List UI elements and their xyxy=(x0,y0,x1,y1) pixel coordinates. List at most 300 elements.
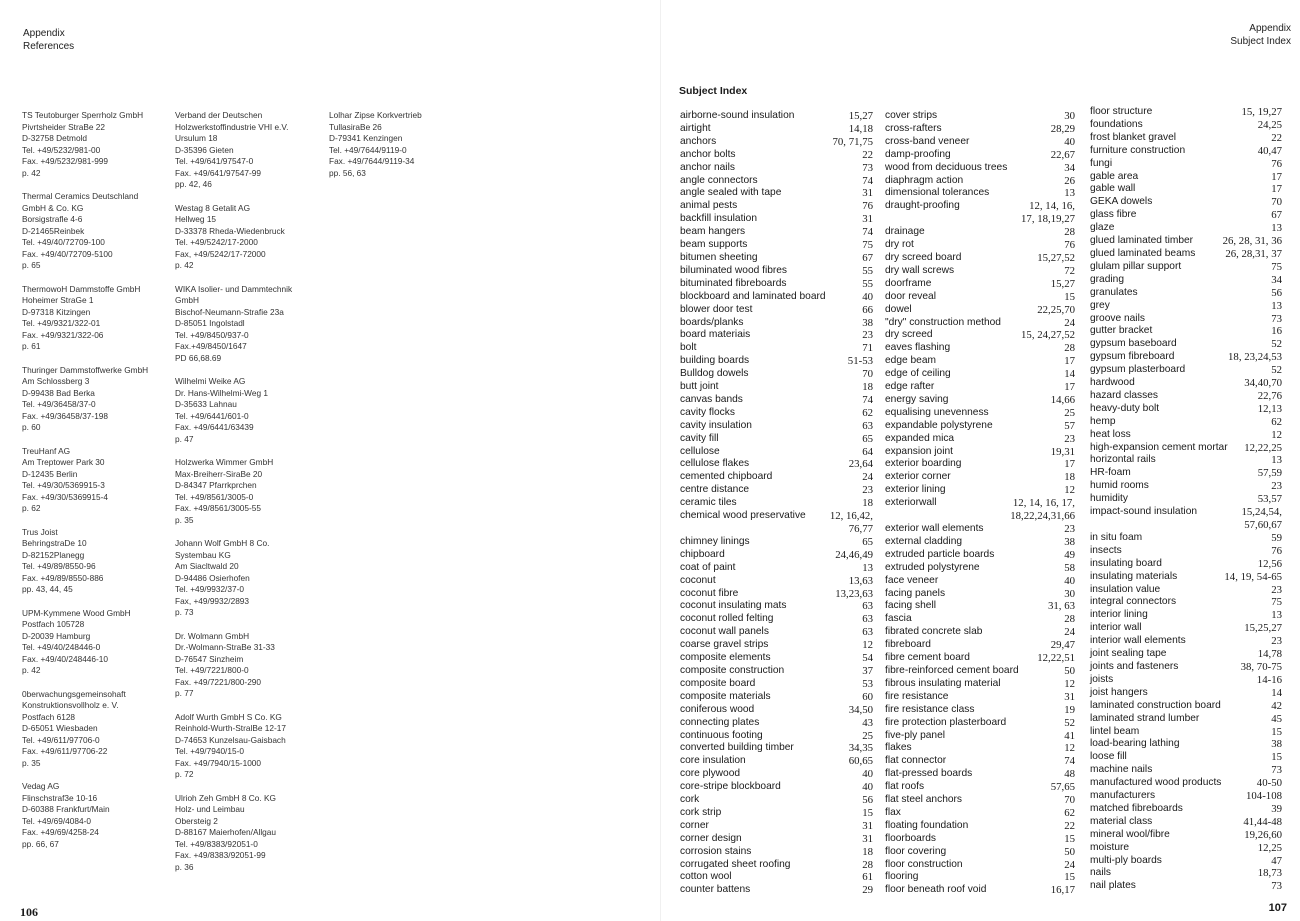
reference-line: Holz- und Leimbau xyxy=(175,804,245,814)
index-entry xyxy=(885,136,1075,149)
company-name: 0berwachungsgemeinsohaft xyxy=(22,688,126,699)
index-page-refs: 75 xyxy=(862,239,873,252)
index-page-refs: 12,56 xyxy=(1257,557,1282,570)
index-term: core plywood xyxy=(680,768,741,780)
reference-entry xyxy=(175,712,325,781)
index-entry xyxy=(1090,338,1282,351)
index-entry xyxy=(1090,790,1282,803)
reference-line: Fax. +49/40/72709-5100 xyxy=(22,248,113,259)
index-term: composite construction xyxy=(680,664,785,676)
index-page-refs: 55 xyxy=(862,264,873,277)
index-page-refs: 12,13 xyxy=(1257,402,1282,415)
index-entry xyxy=(885,458,1075,471)
index-entry xyxy=(680,355,873,368)
index-term: fungi xyxy=(1090,157,1113,169)
index-term: fire protection plasterboard xyxy=(885,716,1007,728)
index-page-refs: 24,46,49 xyxy=(835,548,873,561)
index-entry xyxy=(680,265,873,278)
index-term: coat of paint xyxy=(680,561,736,573)
index-entry xyxy=(1090,235,1282,248)
reference-line: Tel. +49/611/97706-0 xyxy=(22,734,100,745)
index-term: fibre-reinforced cement board xyxy=(885,664,1019,676)
reference-line: p. 61 xyxy=(22,341,41,351)
index-term: cork xyxy=(680,794,700,806)
index-page-refs: 22 xyxy=(1064,819,1075,832)
reference-entry xyxy=(175,203,325,272)
index-entry xyxy=(680,884,873,897)
index-page-refs: 74 xyxy=(862,393,873,406)
index-page-refs: 34,35 xyxy=(848,742,873,755)
reference-entry xyxy=(22,781,172,850)
index-term: coconut fibre xyxy=(680,587,739,599)
reference-line: Tel. +49/30/5369915-3 xyxy=(22,480,105,490)
index-entry xyxy=(1090,558,1282,571)
index-entry xyxy=(885,523,1075,536)
index-entry xyxy=(1090,209,1282,222)
index-entry xyxy=(680,407,873,420)
index-term: continuous footing xyxy=(680,729,763,741)
index-entry xyxy=(680,123,873,136)
index-page-refs: 15,27 xyxy=(1050,277,1075,290)
reference-line: pp. 56, 63 xyxy=(329,167,366,178)
index-entry xyxy=(680,871,873,884)
index-page-refs: 40 xyxy=(862,768,873,781)
references-column-2 xyxy=(175,110,325,885)
index-entry xyxy=(680,730,873,743)
index-page-refs: 76 xyxy=(862,200,873,213)
reference-entry xyxy=(175,457,325,526)
index-term: lintel beam xyxy=(1090,725,1140,737)
index-term: cork strip xyxy=(680,806,722,818)
reference-line: Fax. +49/40/248446-10 xyxy=(22,653,109,664)
reference-line: Fax. +49/641/97547-99 xyxy=(175,167,262,178)
index-entry xyxy=(680,136,873,149)
index-term: high-expansion cement mortar xyxy=(1090,441,1228,453)
reference-line: Konstruktionsvollholz e. V. xyxy=(22,700,119,710)
reference-line: Fax. +49/30/5369915-4 xyxy=(22,491,109,502)
page-number-right: 107 xyxy=(1268,902,1287,914)
index-term: energy saving xyxy=(885,393,949,405)
reference-line: Tel. +49/89/8550-96 xyxy=(22,561,96,571)
index-term: floor beneath roof void xyxy=(885,884,987,896)
index-page-refs: 24 xyxy=(1064,858,1075,871)
index-page-refs: 14, 19, 54-65 xyxy=(1224,570,1282,583)
reference-line: GmbH xyxy=(175,295,199,305)
index-term: manufactured wood products xyxy=(1090,777,1222,789)
index-entry xyxy=(885,278,1075,291)
index-page-refs: 18 xyxy=(862,381,873,394)
index-term: ceramic tiles xyxy=(680,497,737,509)
index-term: backfill insulation xyxy=(680,213,758,225)
header-line: Appendix xyxy=(23,28,65,39)
index-term: chemical wood preservative xyxy=(680,510,806,522)
reference-line: TullasiraBe 26 xyxy=(329,121,382,132)
index-term: beam hangers xyxy=(680,226,746,238)
index-term: corrosion stains xyxy=(680,845,752,857)
index-entry xyxy=(885,239,1075,252)
index-term: exterior lining xyxy=(885,484,946,496)
reference-line: pp. 43, 44, 45 xyxy=(22,584,73,594)
index-term: chipboard xyxy=(680,548,725,560)
index-term: interior wall elements xyxy=(1090,635,1186,647)
company-name: Wilhelmi Weike AG xyxy=(175,376,246,386)
reference-line: Tel. +49/9932/37-0 xyxy=(175,584,244,594)
index-page-refs: 75 xyxy=(1271,260,1282,273)
reference-line: pp. 42, 46 xyxy=(175,179,212,189)
index-page-refs: 15,27,52 xyxy=(1037,251,1075,264)
index-page-refs: 26, 28,31, 37 xyxy=(1225,247,1282,260)
index-term: face veneer xyxy=(885,574,939,586)
index-term: loose fill xyxy=(1090,751,1127,763)
subject-index-title: Subject Index xyxy=(679,85,748,97)
index-term: flakes xyxy=(885,742,912,754)
index-page-refs: 13,23,63 xyxy=(835,587,873,600)
index-page-refs: 40 xyxy=(862,290,873,303)
index-entry xyxy=(680,833,873,846)
index-page-refs: 29,47 xyxy=(1050,639,1075,652)
reference-entry xyxy=(22,689,172,770)
index-page-refs: 13 xyxy=(862,561,873,574)
index-page-refs: 43 xyxy=(862,716,873,729)
reference-line: D-97318 Kitzingen xyxy=(22,306,91,317)
index-page-refs: 34 xyxy=(1064,161,1075,174)
reference-line: D-88167 Maierhofen/Allgau xyxy=(175,827,277,837)
index-entry xyxy=(680,213,873,226)
index-term: dry wall screws xyxy=(885,264,955,276)
reference-line: p. 36 xyxy=(175,861,194,872)
index-entry xyxy=(885,381,1075,394)
index-page-refs: 22 xyxy=(862,148,873,161)
index-term: cavity flocks xyxy=(680,406,735,418)
reference-line: p. 42 xyxy=(22,665,41,675)
reference-line: Tel. +49/7644/9119-0 xyxy=(329,144,407,155)
index-page-refs: 34,40,70 xyxy=(1244,377,1282,390)
index-term: integral connectors xyxy=(1090,596,1177,608)
index-entry xyxy=(680,329,873,342)
index-term: GEKA dowels xyxy=(1090,196,1153,208)
index-page-refs: 31, 63 xyxy=(1048,600,1075,613)
index-entry xyxy=(1090,545,1282,558)
index-term: exterior boarding xyxy=(885,458,962,470)
reference-line: D-85051 Ingolstadl xyxy=(175,318,245,328)
index-page-refs: 14-16 xyxy=(1256,673,1282,686)
index-page-refs: 63 xyxy=(862,613,873,626)
index-term: nail plates xyxy=(1090,880,1136,892)
index-page-refs: 73 xyxy=(1271,764,1282,777)
index-term: gypsum fibreboard xyxy=(1090,351,1175,363)
index-page-refs: 14 xyxy=(1271,686,1282,699)
index-page-refs: 40 xyxy=(1064,574,1075,587)
index-page-refs: 62 xyxy=(862,406,873,419)
index-term: insects xyxy=(1090,544,1122,556)
index-term: counter battens xyxy=(680,884,751,896)
index-entry xyxy=(680,368,873,381)
index-term: hemp xyxy=(1090,415,1116,427)
reference-entry xyxy=(175,284,325,365)
index-term: floor structure xyxy=(1090,106,1153,117)
reference-line: D-94486 Osierhofen xyxy=(175,572,250,583)
company-name: Holzwerka Wimmer GmbH xyxy=(175,457,274,467)
index-page-refs: 39 xyxy=(1271,802,1282,815)
index-page-refs: 12 xyxy=(1064,742,1075,755)
index-term: expanded mica xyxy=(885,432,955,444)
company-name: Adolf Wurth GmbH S Co. KG xyxy=(175,711,282,722)
index-entry xyxy=(680,484,873,497)
header-line: References xyxy=(23,41,75,52)
index-page-refs: 70 xyxy=(862,368,873,381)
index-entry xyxy=(885,252,1075,265)
index-entry xyxy=(680,781,873,794)
index-page-refs: 12 xyxy=(1064,677,1075,690)
index-term: heat loss xyxy=(1090,428,1131,440)
index-term: horizontal rails xyxy=(1090,454,1156,466)
index-term: gable wall xyxy=(1090,183,1136,195)
index-term: composite materials xyxy=(680,690,771,702)
reference-line: p. 77 xyxy=(175,688,194,698)
index-entry xyxy=(885,187,1075,200)
index-entry xyxy=(680,846,873,859)
reference-entry xyxy=(175,376,325,445)
index-term: flat roofs xyxy=(885,781,925,793)
index-term: diaphragm action xyxy=(885,174,964,186)
company-name: Johann Wolf GmbH 8 Co. xyxy=(175,538,270,548)
index-term: connecting plates xyxy=(680,716,760,728)
index-page-refs: 18 xyxy=(862,845,873,858)
index-term: flax xyxy=(885,806,901,818)
reference-entry xyxy=(22,110,172,179)
reference-line: D-21465Reinbek xyxy=(22,225,85,236)
reference-line: Tel. +49/8450/937-0 xyxy=(175,329,249,340)
index-entry xyxy=(680,291,873,304)
index-term: anchors xyxy=(680,135,717,147)
reference-line: Dr. Hans-Wilhelmi-Weg 1 xyxy=(175,387,268,398)
index-entry xyxy=(680,226,873,239)
index-term: centre distance xyxy=(680,484,750,496)
index-entry xyxy=(680,859,873,872)
reference-line: Fax. +49/6441/63439 xyxy=(175,422,254,432)
index-page-refs: 55 xyxy=(862,277,873,290)
index-term: composite elements xyxy=(680,652,771,664)
page-number-left: 106 xyxy=(20,905,38,919)
index-page-refs: 47 xyxy=(1271,854,1282,867)
index-term: edge rafter xyxy=(885,381,935,393)
index-page-refs: 66 xyxy=(862,303,873,316)
index-term: glued laminated beams xyxy=(1090,247,1196,259)
company-name: TS Teutoburger Sperrholz GmbH xyxy=(22,110,144,120)
index-page-refs: 62 xyxy=(1271,415,1282,428)
index-entry xyxy=(680,446,873,459)
index-page-refs: 52 xyxy=(1064,716,1075,729)
index-term: board materiais xyxy=(680,329,751,341)
reference-line: Dr.-Wolmann-StraBe 31-33 xyxy=(175,642,275,652)
reference-line: Fax, +49/5242/17-72000 xyxy=(175,248,266,259)
index-entry xyxy=(680,704,873,717)
reference-line: D-12435 Berlin xyxy=(22,468,78,479)
index-entry xyxy=(885,549,1075,562)
index-page-refs: 53,57 xyxy=(1257,493,1282,506)
index-term: cavity fill xyxy=(680,432,719,444)
reference-line: Tel. +49/69/4084-0 xyxy=(22,815,91,826)
index-term: cemented chipboard xyxy=(680,471,773,483)
index-entry xyxy=(1090,442,1282,455)
index-page-refs: 49 xyxy=(1064,548,1075,561)
index-page-refs: 74 xyxy=(1064,755,1075,768)
index-entry xyxy=(680,600,873,613)
index-term: material class xyxy=(1090,815,1153,827)
index-entry xyxy=(885,859,1075,872)
index-page-refs: 74 xyxy=(862,174,873,187)
index-entry xyxy=(680,162,873,175)
index-entry xyxy=(1090,196,1282,209)
index-term: joints and fasteners xyxy=(1090,660,1179,672)
index-page-refs: 17 xyxy=(1271,183,1282,196)
reference-line: Fax. +49/5232/981-999 xyxy=(22,156,109,166)
index-entry xyxy=(885,162,1075,175)
index-term: angle sealed with tape xyxy=(680,187,782,199)
index-term: Bulldog dowels xyxy=(680,368,749,380)
index-term: bitumen sheeting xyxy=(680,251,758,263)
index-entry xyxy=(1090,325,1282,338)
index-entry xyxy=(885,871,1075,884)
index-page-refs: 17 xyxy=(1064,355,1075,368)
index-entry xyxy=(680,536,873,549)
index-entry xyxy=(680,110,873,123)
index-term: glass fibre xyxy=(1090,209,1137,221)
index-term: bolt xyxy=(680,342,697,354)
reference-line: Am Treptower Park 30 xyxy=(22,457,105,467)
index-entry xyxy=(885,846,1075,859)
company-name: UPM-Kymmene Wood GmbH xyxy=(22,607,131,618)
index-entry xyxy=(680,317,873,330)
reference-line: Postfach 6128 xyxy=(22,711,76,722)
index-page-refs: 31 xyxy=(862,819,873,832)
index-page-refs: 71 xyxy=(862,342,873,355)
index-page-refs: 12, 14, 16, 17, 18,19,27 xyxy=(1021,200,1075,226)
index-entry xyxy=(885,200,1075,226)
index-page-refs: 12 xyxy=(862,639,873,652)
index-column-2 xyxy=(885,110,1075,897)
index-entry xyxy=(680,239,873,252)
index-term: biluminated wood fibres xyxy=(680,264,788,276)
index-entry xyxy=(1090,248,1282,261)
reference-line: D-20039 Hamburg xyxy=(22,630,91,641)
index-term: angle connectors xyxy=(680,174,758,186)
index-page-refs: 15 xyxy=(1064,290,1075,303)
index-page-refs: 31 xyxy=(862,187,873,200)
index-page-refs: 40,47 xyxy=(1257,144,1282,157)
index-entry xyxy=(885,420,1075,433)
reference-line: D-35633 Lahnau xyxy=(175,399,237,409)
reference-line: D-35396 Gieten xyxy=(175,144,234,155)
index-page-refs: 41,44-48 xyxy=(1243,815,1282,828)
index-entry xyxy=(885,639,1075,652)
reference-line: D-99438 Bad Berka xyxy=(22,387,95,398)
index-entry xyxy=(885,471,1075,484)
index-page-refs: 38 xyxy=(1271,738,1282,751)
index-term: exterior corner xyxy=(885,471,951,483)
index-page-refs: 73 xyxy=(1271,312,1282,325)
index-page-refs: 56 xyxy=(862,794,873,807)
index-entry xyxy=(885,588,1075,601)
index-entry xyxy=(885,755,1075,768)
reference-line: D-79341 Kenzingen xyxy=(329,133,403,143)
reference-line: D-76547 Sinzheim xyxy=(175,653,244,664)
reference-entry xyxy=(22,527,172,596)
index-page-refs: 65 xyxy=(862,535,873,548)
index-page-refs: 28 xyxy=(1064,613,1075,626)
index-page-refs: 12 xyxy=(1271,428,1282,441)
index-term: flat-pressed boards xyxy=(885,768,973,780)
index-page-refs: 17 xyxy=(1271,170,1282,183)
index-page-refs: 17 xyxy=(1064,381,1075,394)
index-term: manufacturers xyxy=(1090,790,1156,802)
index-page-refs: 57,59 xyxy=(1257,467,1282,480)
index-page-refs: 15, 24,27,52 xyxy=(1021,329,1075,342)
reference-line: D-65051 Wiesbaden xyxy=(22,723,98,733)
index-term: extruded particle boards xyxy=(885,548,995,560)
index-entry xyxy=(680,497,873,510)
index-term: hazard classes xyxy=(1090,389,1158,401)
index-term: exterior wall elements xyxy=(885,523,984,534)
reference-line: Bischof-Neumann-Strafie 23a xyxy=(175,306,284,317)
index-term: furniture construction xyxy=(1090,144,1186,156)
index-page-refs: 54 xyxy=(862,652,873,665)
index-term: grading xyxy=(1090,273,1124,285)
index-term: external cladding xyxy=(885,535,963,547)
index-entry xyxy=(885,717,1075,730)
index-page-refs: 22,25,70 xyxy=(1037,303,1075,316)
index-page-refs: 56 xyxy=(1271,286,1282,299)
index-term: coconut rolled felting xyxy=(680,613,774,625)
index-entry xyxy=(885,562,1075,575)
company-name: Dr. Wolmann GmbH xyxy=(175,630,250,641)
index-page-refs: 70 xyxy=(1271,196,1282,209)
index-page-refs: 23 xyxy=(1064,523,1075,535)
index-page-refs: 34 xyxy=(1271,273,1282,286)
index-page-refs: 15 xyxy=(1271,725,1282,738)
index-page-refs: 13,63 xyxy=(848,574,873,587)
reference-line: Tel. +49/5232/981-00 xyxy=(22,144,101,155)
index-term: cellulose flakes xyxy=(680,458,750,470)
index-term: canvas bands xyxy=(680,393,743,405)
index-term: interior wall xyxy=(1090,622,1142,634)
index-term: laminated strand lumber xyxy=(1090,712,1200,724)
index-term: coconut xyxy=(680,574,716,586)
index-term: five-ply panel xyxy=(885,729,946,741)
index-page-refs: 14,78 xyxy=(1257,648,1282,661)
index-page-refs: 42 xyxy=(1271,699,1282,712)
index-entry xyxy=(680,639,873,652)
index-page-refs: 24 xyxy=(1064,316,1075,329)
index-entry xyxy=(1090,313,1282,326)
index-entry xyxy=(1090,532,1282,545)
reference-line: Hoheimer StraGe 1 xyxy=(22,295,94,305)
reference-entry xyxy=(175,110,325,191)
index-page-refs: 23 xyxy=(862,329,873,342)
index-term: building boards xyxy=(680,355,750,367)
reference-line: Tel. +49/36458/37-0 xyxy=(22,399,96,409)
index-entry xyxy=(1090,454,1282,467)
reference-line: Fax. +49/9321/322-06 xyxy=(22,329,104,340)
index-entry xyxy=(680,691,873,704)
index-entry xyxy=(885,807,1075,820)
index-entry xyxy=(680,278,873,291)
index-term: doorframe xyxy=(885,277,932,289)
index-page-refs: 13 xyxy=(1271,454,1282,467)
index-page-refs: 12,25 xyxy=(1257,841,1282,854)
index-term: flooring xyxy=(885,871,919,883)
index-entry xyxy=(885,265,1075,278)
